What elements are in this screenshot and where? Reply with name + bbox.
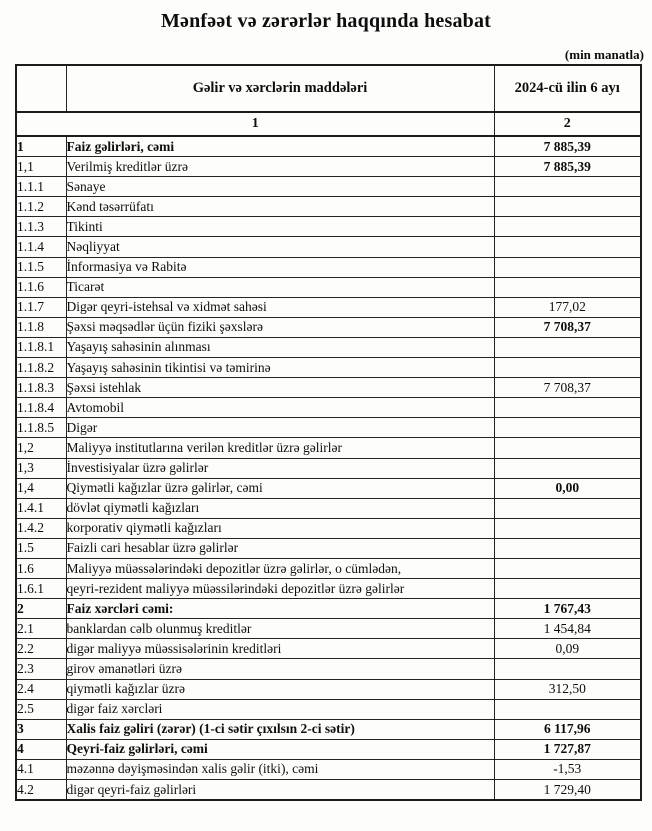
row-label-cell: Nəqliyyat bbox=[66, 237, 494, 257]
page-title: Mənfəət və zərərlər haqqında hesabat bbox=[160, 10, 492, 32]
row-value-cell bbox=[494, 518, 641, 538]
row-number-cell: 4 bbox=[16, 739, 66, 759]
table-row bbox=[16, 478, 641, 498]
row-label-cell: digər maliyyə müəssisələrinin kreditləri bbox=[66, 639, 494, 659]
row-label-cell: Tikinti bbox=[66, 217, 494, 237]
row-label-cell: Şəxsi istehlak bbox=[66, 378, 494, 398]
header-empty-cell bbox=[16, 65, 66, 112]
column-index-2: 2 bbox=[494, 112, 641, 136]
row-value-cell bbox=[494, 358, 641, 378]
table-row bbox=[16, 317, 641, 337]
table-row bbox=[16, 518, 641, 538]
table-row bbox=[16, 599, 641, 619]
row-number-cell: 2.4 bbox=[16, 679, 66, 699]
row-number-cell: 1.1.8.1 bbox=[16, 337, 66, 357]
table-row bbox=[16, 699, 641, 719]
row-label-cell: İnvestisiyalar üzrə gəlirlər bbox=[66, 458, 494, 478]
table-row bbox=[16, 639, 641, 659]
row-value-cell: 1 729,40 bbox=[494, 780, 641, 801]
row-value-cell: 7 708,37 bbox=[494, 317, 641, 337]
row-label-cell: Faizli cari hesablar üzrə gəlirlər bbox=[66, 538, 494, 558]
row-label-cell: məzənnə dəyişməsindən xalis gəlir (itki), cəmi bbox=[66, 759, 494, 779]
row-number-cell: 1.6.1 bbox=[16, 579, 66, 599]
table-row bbox=[16, 458, 641, 478]
table-row bbox=[16, 659, 641, 679]
row-number-cell: 1.1.8.4 bbox=[16, 398, 66, 418]
row-label-cell: Digər bbox=[66, 418, 494, 438]
row-value-cell bbox=[494, 398, 641, 418]
row-value-cell bbox=[494, 458, 641, 478]
table-row bbox=[16, 197, 641, 217]
row-value-cell: 1 767,43 bbox=[494, 599, 641, 619]
table-row bbox=[16, 337, 641, 357]
row-value-cell bbox=[494, 217, 641, 237]
row-value-cell bbox=[494, 659, 641, 679]
row-value-cell bbox=[494, 177, 641, 197]
row-value-cell bbox=[494, 699, 641, 719]
row-number-cell: 1.4.1 bbox=[16, 498, 66, 518]
row-number-cell: 2.1 bbox=[16, 619, 66, 639]
row-label-cell: Kənd təsərrüfatı bbox=[66, 197, 494, 217]
column-index-row bbox=[16, 112, 641, 136]
row-label-cell: girov əmanətləri üzrə bbox=[66, 659, 494, 679]
row-number-cell: 1.1.2 bbox=[16, 197, 66, 217]
row-value-cell bbox=[494, 257, 641, 277]
row-label-cell: digər qeyri-faiz gəlirləri bbox=[66, 780, 494, 801]
row-value-cell: 6 117,96 bbox=[494, 719, 641, 739]
row-number-cell: 1.1.7 bbox=[16, 297, 66, 317]
table-row bbox=[16, 719, 641, 739]
row-label-cell: Ticarət bbox=[66, 277, 494, 297]
table-row bbox=[16, 498, 641, 518]
table-header bbox=[16, 65, 641, 136]
row-number-cell: 2.2 bbox=[16, 639, 66, 659]
row-label-cell: qiymətli kağızlar üzrə bbox=[66, 679, 494, 699]
row-number-cell: 1.1.3 bbox=[16, 217, 66, 237]
row-value-cell bbox=[494, 418, 641, 438]
row-value-cell: 0,09 bbox=[494, 639, 641, 659]
table-row bbox=[16, 358, 641, 378]
row-label-cell: digər faiz xərcləri bbox=[66, 699, 494, 719]
row-number-cell: 1.1.5 bbox=[16, 257, 66, 277]
row-value-cell: 177,02 bbox=[494, 297, 641, 317]
row-label-cell: Avtomobil bbox=[66, 398, 494, 418]
table-row bbox=[16, 438, 641, 458]
row-value-cell bbox=[494, 558, 641, 578]
row-value-cell: 7 885,39 bbox=[494, 157, 641, 177]
row-label-cell: Şəxsi məqsədlər üçün fiziki şəxslərə bbox=[66, 317, 494, 337]
row-number-cell: 1.4.2 bbox=[16, 518, 66, 538]
header-items-label: Gəlir və xərclərin maddələri bbox=[66, 65, 494, 112]
row-value-cell: 1 454,84 bbox=[494, 619, 641, 639]
table-row bbox=[16, 277, 641, 297]
table-row bbox=[16, 237, 641, 257]
row-label-cell: Digər qeyri-istehsal və xidmət sahəsi bbox=[66, 297, 494, 317]
row-label-cell: Qiymətli kağızlar üzrə gəlirlər, cəmi bbox=[66, 478, 494, 498]
column-index-1: 1 bbox=[16, 112, 494, 136]
row-number-cell: 1.5 bbox=[16, 538, 66, 558]
row-value-cell bbox=[494, 197, 641, 217]
table-row bbox=[16, 136, 641, 157]
row-value-cell bbox=[494, 538, 641, 558]
row-number-cell: 3 bbox=[16, 719, 66, 739]
header-row bbox=[16, 65, 641, 112]
table-row bbox=[16, 177, 641, 197]
row-value-cell bbox=[494, 277, 641, 297]
row-label-cell: korporativ qiymətli kağızları bbox=[66, 518, 494, 538]
row-value-cell bbox=[494, 579, 641, 599]
row-value-cell bbox=[494, 237, 641, 257]
row-number-cell: 1 bbox=[16, 136, 66, 157]
row-number-cell: 2 bbox=[16, 599, 66, 619]
table-row bbox=[16, 538, 641, 558]
row-label-cell: Qeyri-faiz gəlirləri, cəmi bbox=[66, 739, 494, 759]
row-value-cell: 7 708,37 bbox=[494, 378, 641, 398]
table-row bbox=[16, 217, 641, 237]
table-body bbox=[16, 136, 641, 800]
row-value-cell bbox=[494, 498, 641, 518]
table-row bbox=[16, 739, 641, 759]
row-number-cell: 2.5 bbox=[16, 699, 66, 719]
row-label-cell: Xalis faiz gəliri (zərər) (1-ci sətir çıxılsın 2-ci sətir) bbox=[66, 719, 494, 739]
row-number-cell: 1.1.6 bbox=[16, 277, 66, 297]
row-number-cell: 1,2 bbox=[16, 438, 66, 458]
row-label-cell: Yaşayış sahəsinin tikintisi və təmirinə bbox=[66, 358, 494, 378]
row-number-cell: 1.6 bbox=[16, 558, 66, 578]
row-label-cell: banklardan cəlb olunmuş kreditlər bbox=[66, 619, 494, 639]
table-row bbox=[16, 558, 641, 578]
row-label-cell: Faiz xərcləri cəmi: bbox=[66, 599, 494, 619]
table-row bbox=[16, 619, 641, 639]
row-value-cell: 0,00 bbox=[494, 478, 641, 498]
table-row bbox=[16, 759, 641, 779]
row-number-cell: 2.3 bbox=[16, 659, 66, 679]
profit-loss-table bbox=[15, 64, 642, 801]
table-row bbox=[16, 297, 641, 317]
unit-note: (min manatla) bbox=[564, 47, 644, 62]
row-value-cell: 1 727,87 bbox=[494, 739, 641, 759]
row-label-cell: Yaşayış sahəsinin alınması bbox=[66, 337, 494, 357]
row-value-cell: 7 885,39 bbox=[494, 136, 641, 157]
row-number-cell: 1,4 bbox=[16, 478, 66, 498]
table-row bbox=[16, 780, 641, 801]
table-row bbox=[16, 378, 641, 398]
row-label-cell: Maliyyə institutlarına verilən kreditlər üzrə gəlirlər bbox=[66, 438, 494, 458]
row-number-cell: 1.1.8.5 bbox=[16, 418, 66, 438]
row-label-cell: qeyri-rezident maliyyə müəssilərindəki depozitlər üzrə gəlirlər bbox=[66, 579, 494, 599]
row-number-cell: 1.1.8.2 bbox=[16, 358, 66, 378]
table-row bbox=[16, 157, 641, 177]
row-value-cell: -1,53 bbox=[494, 759, 641, 779]
row-value-cell: 312,50 bbox=[494, 679, 641, 699]
row-label-cell: İnformasiya və Rabitə bbox=[66, 257, 494, 277]
row-number-cell: 4.1 bbox=[16, 759, 66, 779]
table-row bbox=[16, 257, 641, 277]
row-number-cell: 1.1.8 bbox=[16, 317, 66, 337]
row-number-cell: 1,1 bbox=[16, 157, 66, 177]
table-row bbox=[16, 579, 641, 599]
row-number-cell: 1.1.4 bbox=[16, 237, 66, 257]
header-period-label: 2024-cü ilin 6 ayı bbox=[494, 65, 641, 112]
row-label-cell: Maliyyə müəssələrindəki depozitlər üzrə gəlirlər, o cümlədən, bbox=[66, 558, 494, 578]
table-row bbox=[16, 679, 641, 699]
row-number-cell: 1.1.8.3 bbox=[16, 378, 66, 398]
row-label-cell: Sənaye bbox=[66, 177, 494, 197]
row-number-cell: 1,3 bbox=[16, 458, 66, 478]
row-value-cell bbox=[494, 337, 641, 357]
table-row bbox=[16, 398, 641, 418]
row-label-cell: Verilmiş kreditlər üzrə bbox=[66, 157, 494, 177]
row-label-cell: dövlət qiymətli kağızları bbox=[66, 498, 494, 518]
row-number-cell: 1.1.1 bbox=[16, 177, 66, 197]
row-value-cell bbox=[494, 438, 641, 458]
row-number-cell: 4.2 bbox=[16, 780, 66, 801]
row-label-cell: Faiz gəlirləri, cəmi bbox=[66, 136, 494, 157]
table-row bbox=[16, 418, 641, 438]
